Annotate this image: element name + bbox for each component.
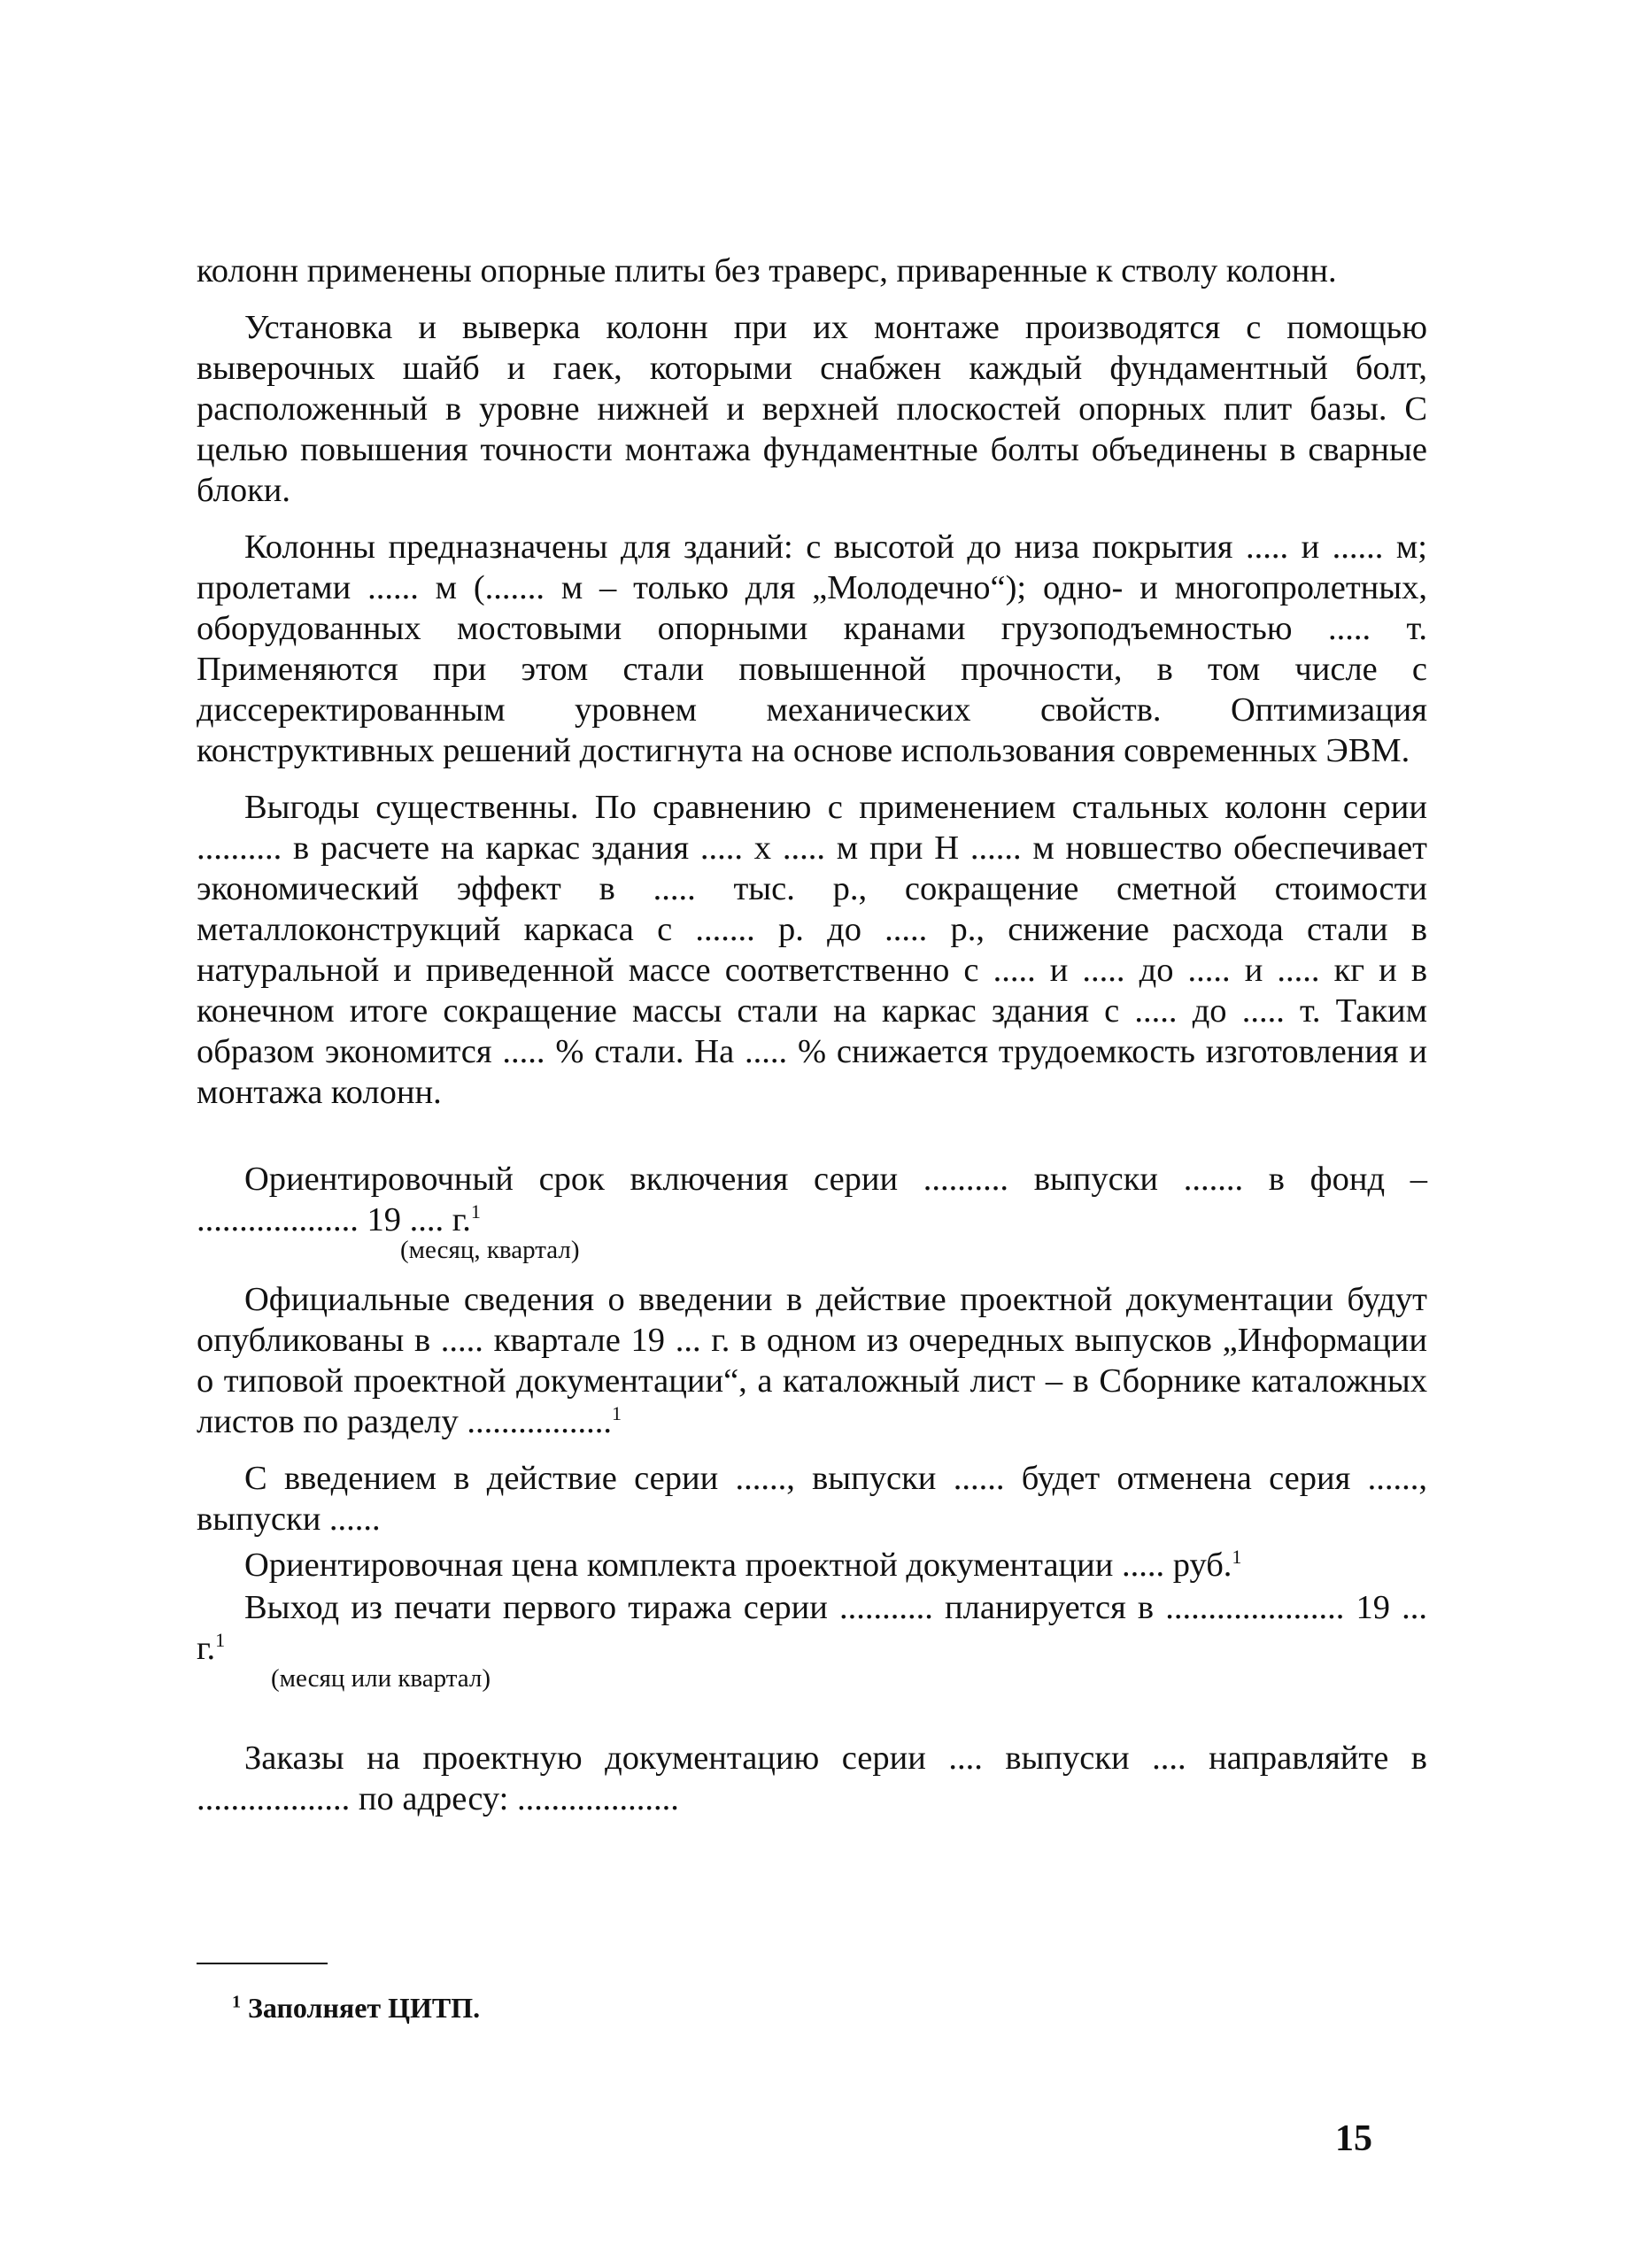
- footnote-ref: 1: [612, 1402, 622, 1425]
- inclusion-term-text: Ориентировочный срок включения серии .......... выпуски ....... в фонд – ................... 19 .... г.: [197, 1161, 1427, 1238]
- footnote-marker: 1: [232, 1992, 241, 2012]
- official-info-text: Официальные сведения о введении в действие проектной документации будут опубликованы в ..... квартале 19 ... г. в одном из очередных выпусков „Информации о типовой проектной документации“, а каталожный лист – в Сборнике каталожных листов по разделу .................: [197, 1281, 1427, 1440]
- paragraph-benefits: Выгоды существенны. По сравнению с применением стальных колонн серии .......... в расчете на каркас здания ..... х ..... м при Н ...... м новшество обеспечивает экономический эффект в ..... тыс. р., сокращение сметной стоимости металлоконструкций каркаса с ....... р. до ..... р., снижение расхода стали в натуральной и приведенной массе соответственно с ..... и ..... до ..... и ..... кг и в конечном итоге сокращение массы стали на каркас здания с ..... до ..... т. Таким образом экономится ..... % стали. На ..... % снижается трудоемкость изготовления и монтажа колонн.: [197, 789, 1427, 1111]
- paragraph-price: [197, 1545, 1427, 1585]
- footnote-ref: 1: [470, 1200, 481, 1223]
- paragraph-installation: Установка и выверка колонн при их монтаже производятся с помощью выверочных шайб и гаек, которыми снабжен каждый фундаментный болт, расположенный в уровне нижней и верхней плоскостей опорных плит базы. С целью повышения точности монтажа фундаментные болты объединены в сварные блоки.: [197, 309, 1427, 509]
- print-release-text: Выход из печати первого тиража серии ........... планируется в ..................... 19 ... г.: [197, 1589, 1427, 1667]
- footnote-divider: [197, 1963, 328, 1964]
- footnote: [232, 1990, 480, 2025]
- paragraph-print-release: [197, 1587, 1427, 1692]
- month-quarter-note: (месяц, квартал): [400, 1236, 580, 1264]
- month-or-quarter-note: (месяц или квартал): [271, 1664, 491, 1693]
- paragraph-columns-base: колонн применены опорные плиты без траверс, приваренные к стволу колонн.: [197, 252, 1337, 289]
- body-text: [197, 251, 1427, 1819]
- paragraph-official-info: [197, 1279, 1427, 1442]
- footnote-ref: 1: [1232, 1546, 1242, 1569]
- footnote-text: Заполняет ЦИТП.: [248, 1992, 481, 2024]
- paragraph-purpose: Колонны предназначены для зданий: с высотой до низа покрытия ..... и ...... м; пролетами ...... м (....... м – только для „Молодечно“); одно- и многопролетных, оборудованных мостовыми опорными кранами грузоподъемностью ..... т. Применяются при этом стали повышенной прочности, в том числе с диссеректированным уровнем механических свойств. Оптимизация конструктивных решений достигнута на основе использования современных ЭВМ.: [197, 528, 1427, 769]
- footnote-ref: 1: [215, 1629, 226, 1652]
- price-text: Ориентировочная цена комплекта проектной документации ..... руб.: [244, 1547, 1232, 1584]
- paragraph-orders: Заказы на проектную документацию серии .... выпуски .... направляйте в .................. по адресу: ...................: [197, 1740, 1427, 1817]
- paragraph-inclusion-term: [197, 1159, 1427, 1263]
- paragraph-cancellation: С введением в действие серии ......, выпуски ...... будет отменена серия ......, выпуски ......: [197, 1460, 1427, 1538]
- page-number: 15: [1335, 2118, 1372, 2159]
